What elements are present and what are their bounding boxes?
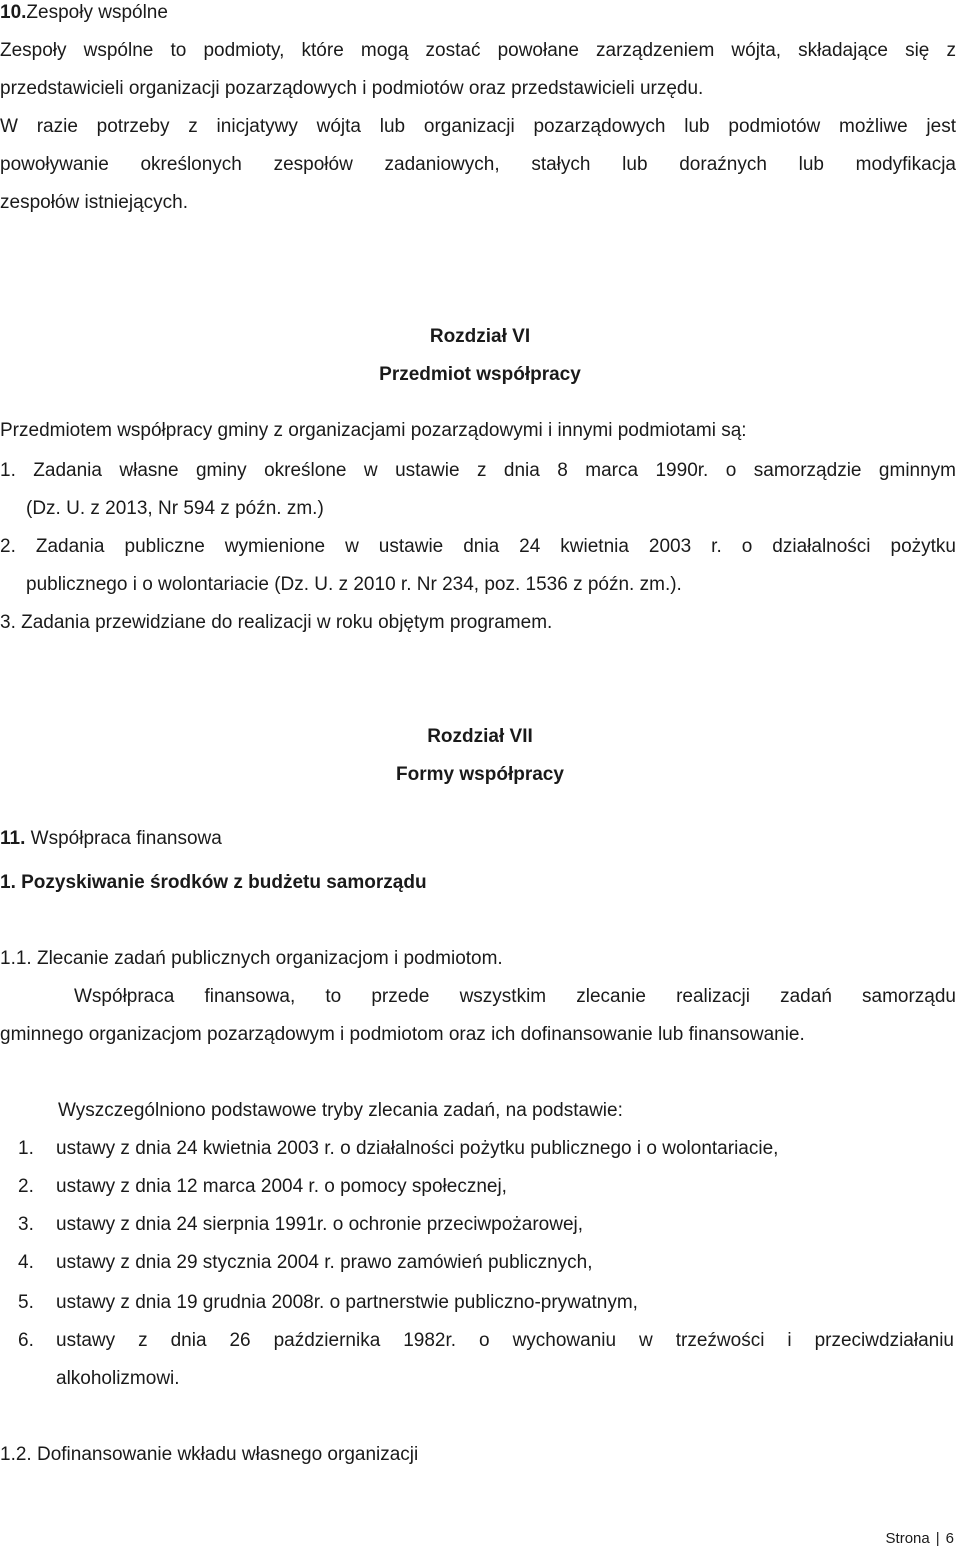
page-label: Strona: [885, 1530, 930, 1547]
list-number: 5.: [18, 1292, 34, 1313]
section-title: Zespoły wspólne: [26, 2, 168, 23]
chapter-label: Rozdział VI: [429, 326, 531, 347]
list-number: 4.: [18, 1252, 34, 1273]
list-text: ustawy z dnia 12 marca 2004 r. o pomocy społecznej,: [56, 1176, 507, 1197]
section-number: 10.: [0, 2, 27, 23]
subsection-heading: 1.1. Zlecanie zadań publicznych organizacjom i podmiotom.: [0, 948, 503, 969]
paragraph-line: zespołów istniejących.: [0, 192, 188, 213]
chapter-title: Formy współpracy: [396, 764, 564, 785]
list-item: [18, 1284, 638, 1322]
subsection-heading: 1.2. Dofinansowanie wkładu własnego organizacji: [0, 1444, 419, 1465]
paragraph-line: gminnego organizacjom pozarządowym i podmiotom oraz ich dofinansowanie lub finansowanie.: [0, 1024, 805, 1045]
paragraph-line: powoływanie określonych zespołów zadaniowych, stałych lub doraźnych lub modyfikacja: [0, 154, 956, 175]
section-title: Współpraca finansowa: [30, 828, 222, 849]
page-footer: [886, 1529, 954, 1549]
list-item: [18, 1244, 593, 1282]
list-item-line: (Dz. U. z 2013, Nr 594 z późn. zm.): [26, 498, 324, 519]
list-item-line: publicznego i o wolontariacie (Dz. U. z 2010 r. Nr 234, poz. 1536 z późn. zm.).: [26, 574, 682, 595]
list-text: ustawy z dnia 24 kwietnia 2003 r. o działalności pożytku publicznego i o wolontariacie,: [56, 1138, 779, 1159]
section-heading-11: [0, 820, 222, 858]
section-heading-10: [0, 0, 168, 32]
list-number: 6.: [18, 1330, 34, 1351]
list-item: [18, 1130, 778, 1168]
list-number: 2.: [18, 1176, 34, 1197]
list-number: 3.: [18, 1214, 34, 1235]
paragraph-line: W razie potrzeby z inicjatywy wójta lub organizacji pozarządowych lub podmiotów możliwe jest: [0, 116, 956, 137]
list-item: [18, 1168, 507, 1206]
list-item: [18, 1206, 583, 1244]
subsection-heading: 1. Pozyskiwanie środków z budżetu samorządu: [0, 872, 427, 893]
list-item-line: 3. Zadania przewidziane do realizacji w roku objętym programem.: [0, 612, 553, 633]
list-number: 1.: [18, 1138, 34, 1159]
list-item-line: 2. Zadania publiczne wymienione w ustawie dnia 24 kwietnia 2003 r. o działalności pożytku: [0, 536, 956, 557]
section-number: 11.: [0, 828, 26, 849]
paragraph-line: Wyszczególniono podstawowe tryby zlecania zadań, na podstawie:: [58, 1100, 623, 1121]
chapter-title: Przedmiot współpracy: [379, 364, 581, 385]
paragraph-line: Przedmiotem współpracy gminy z organizacjami pozarządowymi i innymi podmiotami są:: [0, 420, 747, 441]
paragraph-line: Współpraca finansowa, to przede wszystkim zlecanie realizacji zadań samorządu: [74, 986, 956, 1007]
list-text: ustawy z dnia 19 grudnia 2008r. o partnerstwie publiczno-prywatnym,: [56, 1292, 638, 1313]
list-item-line: 1. Zadania własne gminy określone w ustawie z dnia 8 marca 1990r. o samorządzie gminnym: [0, 460, 956, 481]
paragraph-line: Zespoły wspólne to podmioty, które mogą zostać powołane zarządzeniem wójta, składające się z: [0, 40, 956, 61]
list-item: [18, 1322, 954, 1360]
page-number: 6: [945, 1530, 954, 1547]
list-text-continuation: alkoholizmowi.: [56, 1368, 180, 1389]
footer-separator: |: [935, 1530, 940, 1547]
list-text: ustawy z dnia 24 sierpnia 1991r. o ochronie przeciwpożarowej,: [56, 1214, 584, 1235]
list-text: ustawy z dnia 29 stycznia 2004 r. prawo zamówień publicznych,: [56, 1252, 593, 1273]
list-text: ustawy z dnia 26 października 1982r. o wychowaniu w trzeźwości i przeciwdziałaniu: [56, 1330, 954, 1351]
paragraph-line: przedstawicieli organizacji pozarządowych i podmiotów oraz przedstawicieli urzędu.: [0, 78, 704, 99]
chapter-label: Rozdział VII: [427, 726, 533, 747]
